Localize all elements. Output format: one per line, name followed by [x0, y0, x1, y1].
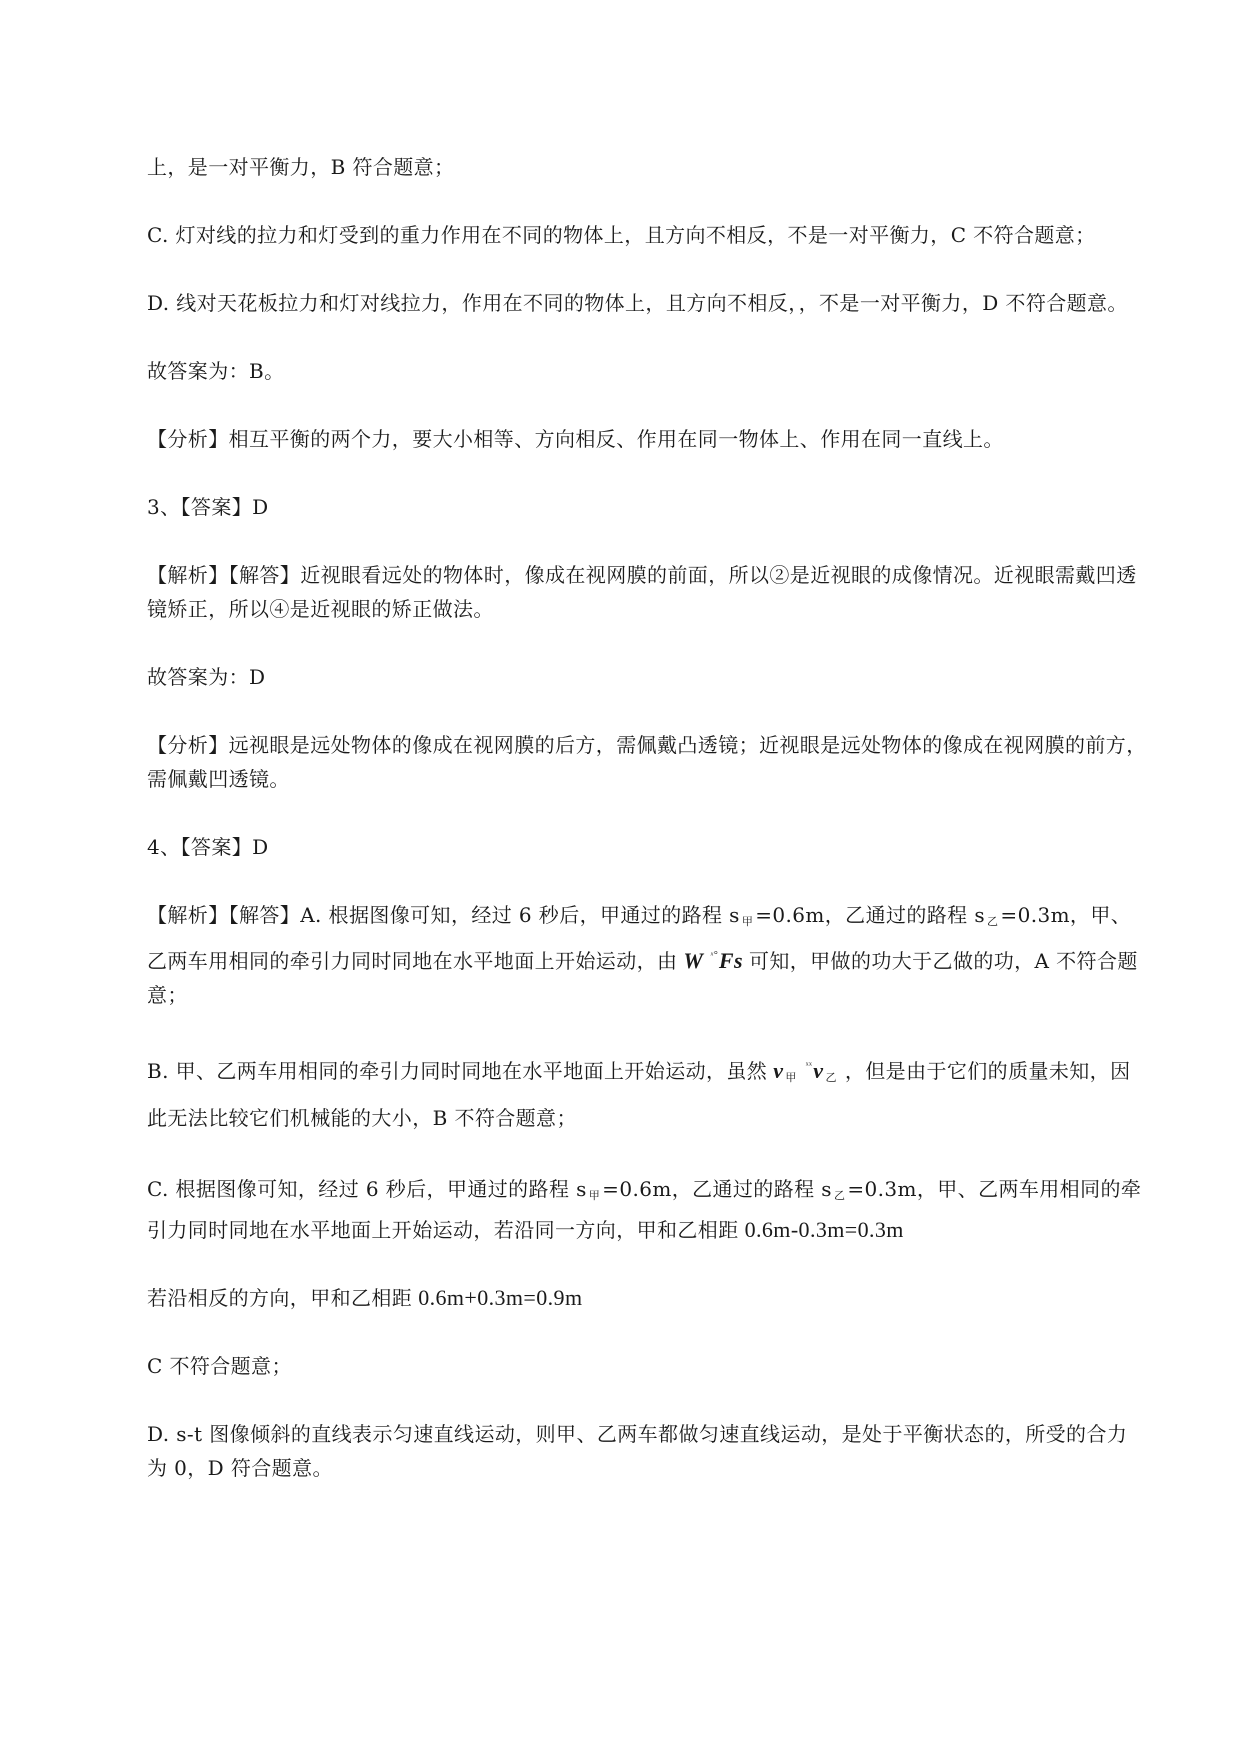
subscript-jia: 甲	[588, 1189, 601, 1202]
text-segment: 【解析】【解答】A. 根据图像可知，经过 6 秒后，甲通过的路程 s	[147, 903, 740, 927]
answer-heading-3: 3、【答案】D	[147, 495, 269, 519]
analysis-3: 【分析】远视眼是远处物体的像成在视网膜的后方，需佩戴凸透镜；近视眼是远处物体的像成在视网膜的前方，需佩戴凹透镜。	[147, 733, 1147, 791]
text-segment: =0.3m，甲、乙两车用相同的牵引力同时同地在水平地面上开始运动，若沿同一方向，甲和乙相距	[147, 1177, 1142, 1242]
text-segment: ，但是由于它们的质量未知，因此无法比较它们机械能的大小，B 不符合题意；	[147, 1059, 1131, 1130]
paragraph-option-d: D. 线对天花板拉力和灯对线拉力，作用在不同的物体上，且方向不相反，，不是一对平衡力，D 不符合题意。	[147, 291, 1128, 315]
text-segment: =0.6m，乙通过的路程 s	[755, 903, 985, 927]
subscript-yi: 乙	[833, 1189, 846, 1202]
velocity-compare	[767, 1058, 845, 1083]
explanation-4-option-d: D. s-t 图像倾斜的直线表示匀速直线运动，则甲、乙两车都做匀速直线运动，是处于平衡状态的，所受的合力为 0，D 符合题意。	[147, 1422, 1128, 1480]
subscript-yi: 乙	[987, 915, 999, 928]
explanation-4-opposite	[147, 1281, 1147, 1315]
answer-line-2: 故答案为：B。	[147, 359, 285, 383]
subscript-jia: 甲	[741, 915, 754, 928]
velocity-yi-sub: 乙	[825, 1072, 837, 1084]
text-segment: =0.3m，甲、乙两车用相同的牵引力同时同地在水平地面上开始运动，由	[147, 903, 1132, 973]
answer-heading-4: 4、【答案】D	[147, 835, 269, 859]
text-segment: C. 根据图像可知，经过 6 秒后，甲通过的路程 s	[147, 1177, 587, 1201]
paragraph-option-c: C. 灯对线的拉力和灯受到的重力作用在不同的物体上，且方向不相反，不是一对平衡力，C 不符合题意；	[147, 223, 1096, 247]
velocity-yi: v	[813, 1058, 824, 1083]
option-c-conclusion: C 不符合题意；	[147, 1354, 292, 1378]
formula-mark: ˣ°	[710, 950, 718, 961]
formula-w: W	[683, 948, 704, 973]
velocity-jia: v	[773, 1058, 784, 1083]
distance-same-direction: 0.6m-0.3m=0.3m	[744, 1217, 904, 1242]
text-segment: =0.6m，乙通过的路程 s	[602, 1177, 832, 1201]
explanation-3: 【解析】【解答】近视眼看远处的物体时，像成在视网膜的前面，所以②是近视眼的成像情况。近视眼需戴凹透镜矫正，所以④是近视眼的矫正做法。	[147, 563, 1137, 621]
answer-line-3: 故答案为：D	[147, 665, 266, 689]
document-page	[147, 150, 1147, 1519]
distance-opposite-direction: 0.6m+0.3m=0.9m	[418, 1285, 583, 1310]
paragraph-b-conclusion: 上，是一对平衡力，B 符合题意；	[147, 155, 455, 179]
analysis-2: 【分析】相互平衡的两个力，要大小相等、方向相反、作用在同一物体上、作用在同一直线上。	[147, 427, 1004, 451]
velocity-jia-sub: 甲	[785, 1072, 797, 1084]
explanation-4-option-a	[147, 898, 1147, 1012]
compare-mark: ˣˣ	[805, 1060, 813, 1071]
text-segment: B. 甲、乙两车用相同的牵引力同时同地在水平地面上开始运动，虽然	[147, 1059, 768, 1083]
explanation-4-option-c	[147, 1172, 1147, 1247]
work-formula	[677, 948, 749, 973]
text-segment: 可知，甲做的功大于乙做的功，A 不符合题意；	[147, 949, 1138, 1007]
text-segment: 若沿相反的方向，甲和乙相距	[147, 1286, 413, 1310]
formula-fs: Fs	[718, 948, 743, 973]
explanation-4-option-b	[147, 1046, 1147, 1138]
